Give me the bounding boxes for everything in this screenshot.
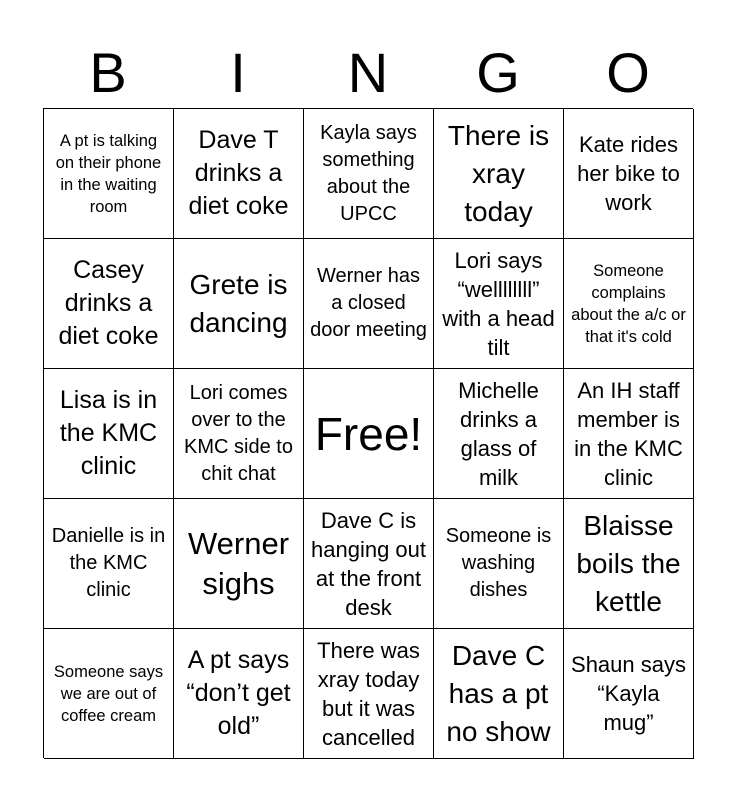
cell-text: Lisa is in the KMC clinic bbox=[59, 386, 158, 480]
cell-text: An IH staff member is in the KMC clinic bbox=[574, 377, 683, 490]
bingo-cell-r5c4[interactable] bbox=[434, 629, 564, 759]
bingo-cell-r1c3[interactable] bbox=[304, 109, 434, 239]
cell-text: Lori comes over to the KMC side to chit chat bbox=[184, 381, 293, 485]
header-letter-g: G bbox=[476, 41, 520, 104]
cell-text: A pt is talking on their phone in the waiting room bbox=[55, 131, 162, 216]
cell-text: Kate rides her bike to work bbox=[577, 132, 680, 215]
bingo-cell-r3c5[interactable] bbox=[564, 369, 694, 499]
bingo-cell-free[interactable] bbox=[304, 369, 434, 499]
bingo-cell-r4c5[interactable] bbox=[564, 499, 694, 629]
bingo-cell-r3c1[interactable] bbox=[44, 369, 174, 499]
cell-text: Werner has a closed door meeting bbox=[310, 265, 427, 341]
cell-text: Blaisse boils the kettle bbox=[576, 509, 681, 617]
cell-text: A pt says “don’t get old” bbox=[186, 646, 291, 740]
bingo-cell-r1c1[interactable] bbox=[44, 109, 174, 239]
bingo-board bbox=[43, 108, 693, 758]
bingo-cell-r5c1[interactable] bbox=[44, 629, 174, 759]
bingo-cell-r2c3[interactable] bbox=[304, 239, 434, 369]
free-space-label: Free! bbox=[314, 407, 423, 460]
bingo-cell-r4c1[interactable] bbox=[44, 499, 174, 629]
cell-text: Casey drinks a diet coke bbox=[58, 256, 159, 350]
cell-text: Werner sighs bbox=[187, 525, 290, 601]
bingo-cell-r4c2[interactable] bbox=[174, 499, 304, 629]
bingo-cell-r2c2[interactable] bbox=[174, 239, 304, 369]
cell-text: Grete is dancing bbox=[189, 268, 288, 338]
header-letter-b: B bbox=[89, 41, 127, 104]
bingo-cell-r4c4[interactable] bbox=[434, 499, 564, 629]
cell-text: There was xray today but it was cancelled bbox=[317, 637, 420, 750]
bingo-cell-r5c3[interactable] bbox=[304, 629, 434, 759]
cell-text: Someone complains about the a/c or that it's cold bbox=[571, 261, 686, 346]
bingo-cell-r3c4[interactable] bbox=[434, 369, 564, 499]
bingo-cell-r1c2[interactable] bbox=[174, 109, 304, 239]
bingo-cell-r1c5[interactable] bbox=[564, 109, 694, 239]
cell-text: Lori says “wellllllll” with a head tilt bbox=[442, 247, 555, 360]
bingo-cell-r3c2[interactable] bbox=[174, 369, 304, 499]
bingo-header bbox=[43, 38, 693, 108]
bingo-cell-r1c4[interactable] bbox=[434, 109, 564, 239]
bingo-cell-r2c1[interactable] bbox=[44, 239, 174, 369]
header-letter-o: O bbox=[606, 41, 650, 104]
cell-text: Dave T drinks a diet coke bbox=[188, 126, 289, 220]
header-letter-n: N bbox=[347, 41, 389, 104]
bingo-cell-r5c2[interactable] bbox=[174, 629, 304, 759]
cell-text: There is xray today bbox=[447, 119, 550, 227]
bingo-cell-r5c5[interactable] bbox=[564, 629, 694, 759]
cell-text: Michelle drinks a glass of milk bbox=[458, 377, 539, 490]
cell-text: Dave C has a pt no show bbox=[446, 639, 551, 747]
cell-text: Kayla says something about the UPCC bbox=[320, 121, 417, 225]
cell-text: Someone says we are out of coffee cream bbox=[53, 662, 164, 725]
cell-text: Danielle is in the KMC clinic bbox=[51, 525, 166, 601]
cell-text: Shaun says “Kayla mug” bbox=[571, 652, 686, 735]
header-letter-i: I bbox=[230, 41, 246, 104]
cell-text: Someone is washing dishes bbox=[445, 525, 552, 601]
bingo-cell-r2c4[interactable] bbox=[434, 239, 564, 369]
bingo-cell-r4c3[interactable] bbox=[304, 499, 434, 629]
cell-text: Dave C is hanging out at the front desk bbox=[311, 507, 426, 620]
bingo-cell-r2c5[interactable] bbox=[564, 239, 694, 369]
